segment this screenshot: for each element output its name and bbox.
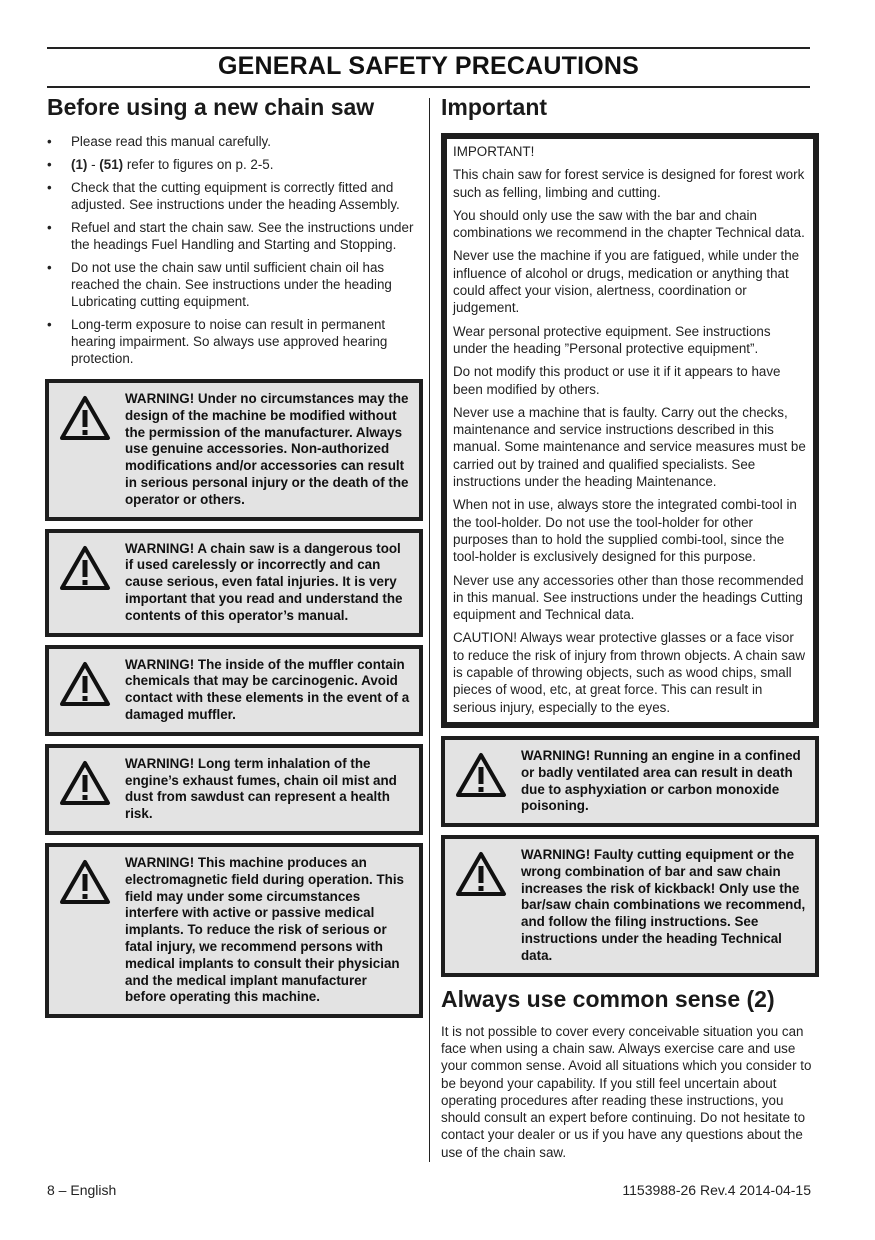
column-divider bbox=[429, 98, 430, 1162]
list-item: • Check that the cutting equipment is correctly fitted and adjusted. See instructions under the heading Assembly. bbox=[47, 180, 400, 212]
right-column bbox=[441, 93, 819, 1161]
important-paragraph: Never use any accessories other than those recommended in this manual. See instructions under the headings Cutting equipment and Technical data. bbox=[453, 572, 804, 623]
important-paragraph: This chain saw for forest service is designed for forest work such as felling, limbing and cutting. bbox=[453, 167, 805, 200]
list-item: • Please read this manual carefully. bbox=[47, 134, 271, 149]
warning-text: WARNING! A chain saw is a dangerous tool if used carelessly or incorrectly and can cause serious, even fatal injuries. It is very important that you read and understand the contents of this operator’s manual. bbox=[125, 540, 403, 623]
warning-box bbox=[441, 736, 819, 827]
section-heading-new-chain-saw: Before using a new chain saw bbox=[47, 94, 375, 120]
warning-text: WARNING! Faulty cutting equipment or the wrong combination of bar and saw chain increases the risk of kickback! Only use the bar/saw chain combinations we recommend, and follow the filing instructions. See instructions under the heading Technical data. bbox=[521, 847, 806, 963]
important-paragraph: IMPORTANT! bbox=[453, 144, 535, 159]
warning-box bbox=[45, 529, 423, 637]
warning-triangle-icon bbox=[59, 859, 111, 905]
important-notice-box bbox=[441, 133, 819, 728]
warning-text: WARNING! Under no circumstances may the design of the machine be modified without the permission of the manufacturer. Always use genuine accessories. Non-authorized modifications and/or accessories can result in serious personal injury or the death of the operator or others. bbox=[125, 391, 409, 507]
warning-text: WARNING! This machine produces an electromagnetic field during operation. This field may under some circumstances interfere with active or passive medical implants. To reduce the risk of serious or fatal injury, we recommend persons with medical implants to consult their physician and the medical implant manufacturer before operating this machine. bbox=[125, 854, 405, 1005]
important-paragraph: Never use a machine that is faulty. Carry out the checks, maintenance and service instructions described in this manual. Some maintenance and service measures must be carried out by trained and qualified specialists. See instructions under the heading Maintenance. bbox=[453, 404, 806, 490]
page-title: GENERAL SAFETY PRECAUTIONS bbox=[218, 52, 639, 80]
section-heading-important: Important bbox=[441, 94, 548, 120]
page-number: 8 – English bbox=[47, 1182, 117, 1198]
important-paragraph: You should only use the saw with the bar and chain combinations we recommend in the chapter Technical data. bbox=[453, 207, 805, 241]
section-heading-common-sense: Always use common sense (2) bbox=[441, 985, 775, 1012]
list-item: • (1) - (51) refer to figures on p. 2-5. bbox=[47, 157, 274, 172]
top-rule bbox=[47, 47, 810, 49]
warning-box bbox=[45, 645, 423, 736]
warning-box bbox=[45, 379, 423, 521]
list-item: • Do not use the chain saw until sufficient chain oil has reached the chain. See instructions under the heading Lubricating cutting equipment. bbox=[47, 260, 392, 309]
warning-triangle-icon bbox=[59, 545, 111, 591]
important-paragraph: When not in use, always store the integrated combi-tool in the tool-holder. Do not use the tool-holder for other purposes than to hold the supplied combi-tool, since the tool-holder is exclusively designed for this purpose. bbox=[453, 497, 797, 565]
warning-triangle-icon bbox=[59, 395, 111, 441]
common-sense-paragraph: It is not possible to cover every conceivable situation you can face when using a chain saw. Always exercise care and use your common sense. Avoid all situations which you consider to be beyond your capability. If you still feel uncertain about operating procedures after reading these instructions, you should consult an expert before continuing. Do not hesitate to contact your dealer or us if you have any questions about the use of the chain saw. bbox=[441, 1023, 812, 1160]
warning-text: WARNING! Running an engine in a confined or badly ventilated area can result in death due to asphyxiation or carbon monoxide poisoning. bbox=[521, 747, 801, 814]
title-rule bbox=[47, 86, 810, 88]
warning-box bbox=[441, 835, 819, 977]
bullet-list bbox=[47, 133, 423, 367]
left-column bbox=[47, 93, 423, 1018]
list-item: • Long-term exposure to noise can result in permanent hearing impairment. So always use approved hearing protection. bbox=[47, 317, 388, 366]
warning-triangle-icon bbox=[59, 760, 111, 806]
important-paragraph: Do not modify this product or use it if it appears to have been modified by others. bbox=[453, 364, 781, 397]
warning-triangle-icon bbox=[455, 851, 507, 897]
document-reference: 1153988-26 Rev.4 2014-04-15 bbox=[622, 1182, 811, 1198]
important-paragraph: Wear personal protective equipment. See instructions under the heading ”Personal protective equipment”. bbox=[453, 323, 771, 356]
important-paragraph: CAUTION! Always wear protective glasses or a face visor to reduce the risk of injury from thrown objects. A chain saw is capable of throwing objects, such as wood chips, small pieces of wood, etc, at great force. This can result in serious injury, especially to the eyes. bbox=[453, 630, 806, 715]
important-paragraph: Never use the machine if you are fatigued, while under the influence of alcohol or drugs, medication or anything that could affect your vision, alertness, coordination or judgement. bbox=[453, 248, 800, 316]
list-item: • Refuel and start the chain saw. See the instructions under the headings Fuel Handling and Starting and Stopping. bbox=[47, 220, 414, 252]
warning-triangle-icon bbox=[59, 661, 111, 707]
warning-box bbox=[45, 744, 423, 835]
warning-triangle-icon bbox=[455, 752, 507, 798]
warning-text: WARNING! Long term inhalation of the engine’s exhaust fumes, chain oil mist and dust from sawdust can represent a health risk. bbox=[125, 755, 397, 822]
warning-text: WARNING! The inside of the muffler contain chemicals that may be carcinogenic. Avoid contact with these elements in the event of a damaged muffler. bbox=[125, 656, 410, 722]
warning-box bbox=[45, 843, 423, 1018]
